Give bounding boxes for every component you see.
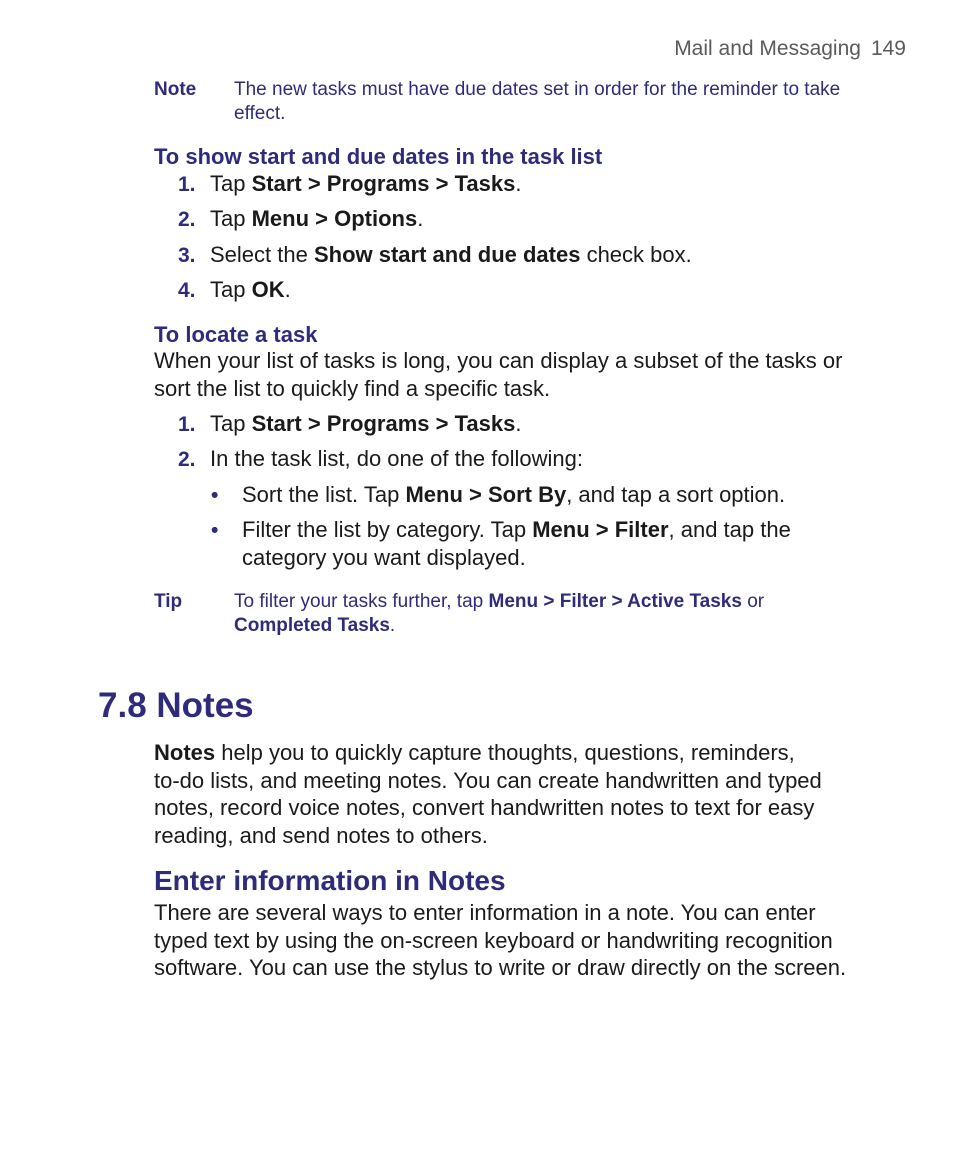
bullet-2-text: Filter the list by category. Tap Menu > Filter, and tap the	[242, 517, 791, 542]
step-number: 2.	[178, 208, 196, 231]
bullet-2-text-line2: category you want displayed.	[242, 545, 526, 570]
step-number: 1.	[178, 413, 196, 436]
locate-step-1-text: Tap Start > Programs > Tasks.	[210, 411, 522, 436]
show-dates-step-2	[178, 205, 196, 234]
note-text-line2: effect.	[234, 103, 286, 124]
locate-heading: To locate a task	[154, 322, 318, 347]
tip-label: Tip	[154, 591, 183, 612]
tip-text-line2: Completed Tasks.	[234, 615, 396, 636]
locate-para-line2: sort the list to quickly find a specific task.	[154, 376, 551, 401]
show-dates-step-4	[178, 276, 196, 305]
sub-heading: Enter information in Notes	[154, 865, 506, 896]
sub-para-line1: There are several ways to enter information in a note. You can enter	[154, 900, 816, 925]
tip-text-line1: To filter your tasks further, tap Menu > Filter > Active Tasks or	[234, 591, 765, 612]
sub-para-line2: typed text by using the on-screen keyboard or handwriting recognition	[154, 928, 833, 953]
show-dates-step-1	[178, 170, 196, 199]
bullet-1-mark: •	[211, 484, 219, 507]
notes-intro-line4: reading, and send notes to others.	[154, 823, 488, 848]
notes-intro-line3: notes, record voice notes, convert handwritten notes to text for easy	[154, 795, 815, 820]
show-dates-step-3	[178, 241, 196, 270]
bullet-2-mark: •	[211, 519, 219, 542]
show-dates-step-2-text: Tap Menu > Options.	[210, 206, 424, 231]
notes-intro-line2: to-do lists, and meeting notes. You can create handwritten and typed	[154, 768, 822, 793]
locate-step-1	[178, 410, 196, 439]
show-dates-step-3-text: Select the Show start and due dates check box.	[210, 242, 692, 267]
step-number: 3.	[178, 244, 196, 267]
step-number: 2.	[178, 448, 196, 471]
notes-intro-line1: Notes help you to quickly capture thoughts, questions, reminders,	[154, 740, 795, 765]
sub-para-line3: software. You can use the stylus to write or draw directly on the screen.	[154, 955, 847, 980]
locate-para-line1: When your list of tasks is long, you can display a subset of the tasks or	[154, 348, 843, 373]
note-text-line1: The new tasks must have due dates set in order for the reminder to take	[234, 79, 841, 100]
step-number: 4.	[178, 279, 196, 302]
locate-step-2-text: In the task list, do one of the following:	[210, 446, 584, 471]
section-heading: 7.8 Notes	[98, 686, 254, 725]
bullet-1-text: Sort the list. Tap Menu > Sort By, and tap a sort option.	[242, 482, 786, 507]
page-header	[674, 37, 906, 61]
show-dates-step-4-text: Tap OK.	[210, 277, 291, 302]
show-dates-heading: To show start and due dates in the task list	[154, 144, 603, 169]
page-number: 149	[870, 37, 906, 60]
note-label: Note	[154, 79, 197, 100]
locate-step-2	[178, 445, 196, 474]
step-number: 1.	[178, 173, 196, 196]
header-title: Mail and Messaging	[674, 37, 861, 60]
show-dates-step-1-text: Tap Start > Programs > Tasks.	[210, 171, 522, 196]
